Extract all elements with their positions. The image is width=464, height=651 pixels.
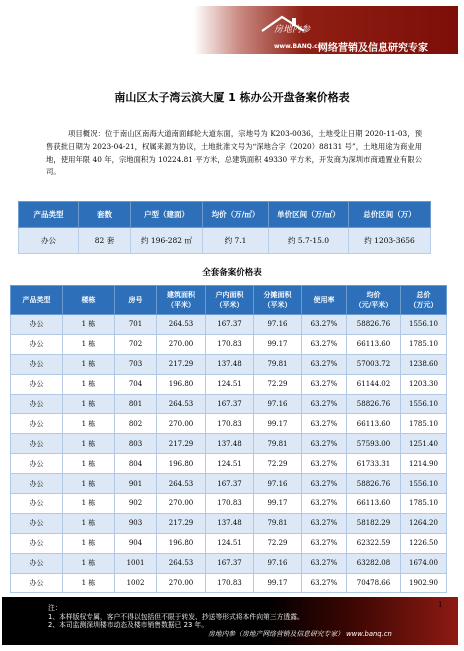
- table-cell: 804: [115, 454, 157, 474]
- table-cell: 137.48: [206, 434, 254, 454]
- table-row: [11, 454, 447, 474]
- table-cell: 1 栋: [63, 434, 115, 454]
- table-cell: 58826.76: [347, 315, 401, 335]
- table-cell: 70478.66: [347, 573, 401, 593]
- table-cell: 167.37: [206, 394, 254, 414]
- header-unit: （平米）: [167, 301, 195, 309]
- table-row: [11, 513, 447, 533]
- table-cell: 63282.08: [347, 553, 401, 573]
- table-row: [11, 334, 447, 354]
- table-cell: 1001: [115, 553, 157, 573]
- table-cell: 办公: [11, 354, 63, 374]
- table-cell: 264.53: [157, 553, 206, 573]
- table-cell: 办公: [11, 573, 63, 593]
- table-cell: 167.37: [206, 474, 254, 494]
- header-label: 产品类型: [22, 296, 51, 304]
- table-cell: 264.53: [157, 315, 206, 335]
- table-cell: 1264.20: [401, 513, 447, 533]
- table-cell: 72.29: [254, 533, 302, 553]
- table-cell: 97.16: [254, 553, 302, 573]
- table-cell: 137.48: [206, 354, 254, 374]
- table-cell: 办公: [11, 434, 63, 454]
- table-cell: 903: [115, 513, 157, 533]
- table-cell: 63.27%: [302, 394, 347, 414]
- summary-table: [18, 201, 431, 254]
- table-cell: 97.16: [254, 394, 302, 414]
- table-cell: 63.27%: [302, 494, 347, 514]
- table-cell: 99.17: [254, 334, 302, 354]
- table-cell: 79.81: [254, 434, 302, 454]
- summary-row: [19, 228, 431, 254]
- table-cell: 66113.60: [347, 334, 401, 354]
- table-cell: 124.51: [206, 454, 254, 474]
- table-row: [11, 414, 447, 434]
- table-cell: 58182.29: [347, 513, 401, 533]
- table-cell: 264.53: [157, 474, 206, 494]
- table-cell: 270.00: [157, 414, 206, 434]
- table-cell: 196.80: [157, 533, 206, 553]
- table-header-cell: [302, 286, 347, 315]
- table-cell: 66113.60: [347, 414, 401, 434]
- table-header-cell: [115, 286, 157, 315]
- table-cell: 803: [115, 434, 157, 454]
- table-header-cell: [157, 286, 206, 315]
- table-cell: 1556.10: [401, 315, 447, 335]
- table-cell: 办公: [11, 334, 63, 354]
- table-cell: 63.27%: [302, 374, 347, 394]
- table-cell: 1902.90: [401, 573, 447, 593]
- table-cell: 66113.60: [347, 494, 401, 514]
- table-cell: 901: [115, 474, 157, 494]
- table-cell: 1203.30: [401, 374, 447, 394]
- table-cell: 904: [115, 533, 157, 553]
- header-unit: （平米）: [263, 301, 292, 309]
- summary-header-row: [19, 202, 431, 228]
- table-cell: 137.48: [206, 513, 254, 533]
- summary-header-cell: 单价区间（万/㎡）: [269, 202, 349, 228]
- table-cell: 63.27%: [302, 354, 347, 374]
- table-cell: 1 栋: [63, 454, 115, 474]
- table-cell: 办公: [11, 494, 63, 514]
- table-cell: 57593.00: [347, 434, 401, 454]
- table-header-cell: [63, 286, 115, 315]
- table-cell: 196.80: [157, 454, 206, 474]
- summary-header-cell: 总价区间（万）: [349, 202, 431, 228]
- table-cell: 63.27%: [302, 315, 347, 335]
- table-cell: 1 栋: [63, 553, 115, 573]
- table-cell: 167.37: [206, 553, 254, 573]
- price-table: [10, 285, 447, 593]
- table-row: [11, 354, 447, 374]
- footer-brand: 房地内参（房地产网络营销及信息研究专家） www.banq.cn: [208, 630, 392, 638]
- table-cell: 97.16: [254, 315, 302, 335]
- table-cell: 167.37: [206, 315, 254, 335]
- table-cell: 1785.10: [401, 334, 447, 354]
- table-cell: 1 栋: [63, 533, 115, 553]
- footer-note: 1、本样版权专属，客户不得以包括但不限于转发、抄送等形式将本件向第三方透露。: [48, 613, 304, 621]
- table-cell: 办公: [11, 454, 63, 474]
- table-cell: 270.00: [157, 334, 206, 354]
- table-cell: 1785.10: [401, 414, 447, 434]
- table-cell: 办公: [11, 513, 63, 533]
- summary-cell: 约 7.1: [203, 228, 269, 254]
- table-row: [11, 533, 447, 553]
- table-cell: 63.27%: [302, 474, 347, 494]
- table-cell: 270.00: [157, 573, 206, 593]
- table-cell: 802: [115, 414, 157, 434]
- table-cell: 办公: [11, 315, 63, 335]
- table-cell: 97.16: [254, 474, 302, 494]
- table-cell: 1 栋: [63, 394, 115, 414]
- table-header-cell: [347, 286, 401, 315]
- table-header-row: [11, 286, 447, 315]
- table-cell: 1556.10: [401, 474, 447, 494]
- table-row: [11, 494, 447, 514]
- table-cell: 196.80: [157, 374, 206, 394]
- table-cell: 63.27%: [302, 454, 347, 474]
- table-cell: 1785.10: [401, 494, 447, 514]
- table-cell: 63.27%: [302, 434, 347, 454]
- table-cell: 79.81: [254, 513, 302, 533]
- table-row: [11, 394, 447, 414]
- header-unit: （万元）: [409, 301, 438, 309]
- logo-url: www.BANQ.cn: [274, 43, 322, 50]
- table-cell: 99.17: [254, 414, 302, 434]
- table-cell: 124.51: [206, 374, 254, 394]
- table-cell: 801: [115, 394, 157, 414]
- table-cell: 1 栋: [63, 573, 115, 593]
- table-cell: 79.81: [254, 354, 302, 374]
- header-label: 建筑面积: [167, 291, 195, 299]
- table-row: [11, 315, 447, 335]
- table-cell: 217.29: [157, 434, 206, 454]
- header-label: 楼栋: [81, 296, 96, 304]
- summary-cell: 办公: [19, 228, 79, 254]
- table-cell: 63.27%: [302, 553, 347, 573]
- table-cell: 701: [115, 315, 157, 335]
- page-number: 1: [438, 601, 443, 609]
- table-row: [11, 434, 447, 454]
- table-cell: 63.27%: [302, 513, 347, 533]
- table-header-cell: [11, 286, 63, 315]
- table-cell: 703: [115, 354, 157, 374]
- header-label: 均价: [366, 291, 381, 299]
- table-row: [11, 374, 447, 394]
- table-cell: 1251.40: [401, 434, 447, 454]
- table-cell: 办公: [11, 553, 63, 573]
- table-cell: 1 栋: [63, 315, 115, 335]
- table-cell: 办公: [11, 533, 63, 553]
- summary-cell: 约 196-282 ㎡: [131, 228, 203, 254]
- table-row: [11, 573, 447, 593]
- table-cell: 264.53: [157, 394, 206, 414]
- table-cell: 124.51: [206, 533, 254, 553]
- summary-header-cell: 均价（万/㎡）: [203, 202, 269, 228]
- table-cell: 170.83: [206, 494, 254, 514]
- table-cell: 63.27%: [302, 533, 347, 553]
- table-cell: 72.29: [254, 374, 302, 394]
- table-cell: 704: [115, 374, 157, 394]
- table-cell: 217.29: [157, 513, 206, 533]
- table-header-cell: [254, 286, 302, 315]
- table-cell: 1238.60: [401, 354, 447, 374]
- table-cell: 63.27%: [302, 334, 347, 354]
- summary-cell: 约 1203-3656: [349, 228, 431, 254]
- table-cell: 217.29: [157, 354, 206, 374]
- org-name: 网络营销及信息研究专家: [318, 43, 428, 54]
- table-cell: 61144.02: [347, 374, 401, 394]
- header-label: 房号: [128, 296, 143, 304]
- table-cell: 1556.10: [401, 394, 447, 414]
- summary-header-cell: 产品类型: [19, 202, 79, 228]
- table-cell: 1 栋: [63, 374, 115, 394]
- header-label: 户内面积: [215, 291, 244, 299]
- table-cell: 63.27%: [302, 573, 347, 593]
- table-title: 全套备案价格表: [202, 268, 262, 278]
- table-cell: 270.00: [157, 494, 206, 514]
- summary-header-cell: 户型（建面）: [131, 202, 203, 228]
- table-cell: 1214.90: [401, 454, 447, 474]
- table-cell: 办公: [11, 394, 63, 414]
- table-cell: 1 栋: [63, 474, 115, 494]
- table-cell: 办公: [11, 374, 63, 394]
- header-label: 分摊面积: [263, 291, 292, 299]
- table-row: [11, 553, 447, 573]
- header-unit: （平米）: [215, 301, 244, 309]
- table-cell: 170.83: [206, 334, 254, 354]
- table-cell: 1002: [115, 573, 157, 593]
- table-header-cell: [206, 286, 254, 315]
- table-cell: 1 栋: [63, 414, 115, 434]
- header-label: 使用率: [313, 296, 335, 304]
- header-label: 总价: [416, 291, 431, 299]
- table-cell: 1674.00: [401, 553, 447, 573]
- table-cell: 61733.31: [347, 454, 401, 474]
- footer-bar: [2, 597, 458, 645]
- table-cell: 702: [115, 334, 157, 354]
- table-row: [11, 474, 447, 494]
- table-cell: 63.27%: [302, 414, 347, 434]
- footer-note-label: 注：: [48, 604, 62, 612]
- table-cell: 1 栋: [63, 334, 115, 354]
- table-cell: 1 栋: [63, 354, 115, 374]
- table-cell: 57003.72: [347, 354, 401, 374]
- footer-note: 2、本司监测深圳楼市动态及楼市销售数据已 23 年。: [48, 621, 209, 629]
- table-cell: 170.83: [206, 573, 254, 593]
- logo-text: 房地内参: [274, 25, 311, 35]
- table-cell: 1226.50: [401, 533, 447, 553]
- project-overview: 项目概况：位于南山区南海大道南面邮轮大道东面，宗地号为 K203-0036，土地受让日期 2020-11-03，预售获批日期为 2023-04-21，权属来源为协议，土地批准文号为“深地合字（2020）88131 号”，土地用途为商业用地，使用年限 40 年，宗地面积为 10224.81 平方米，总建筑面积 49330 平方米，开发商为深圳市商通置业有限公司。: [46, 129, 422, 177]
- table-cell: 170.83: [206, 414, 254, 434]
- table-cell: 58826.76: [347, 394, 401, 414]
- summary-header-cell: 套数: [79, 202, 131, 228]
- table-header-cell: [401, 286, 447, 315]
- summary-cell: 约 5.7-15.0: [269, 228, 349, 254]
- table-cell: 1 栋: [63, 494, 115, 514]
- header-unit: （元/平米）: [354, 301, 393, 309]
- header-banner: [2, 6, 458, 54]
- table-cell: 72.29: [254, 454, 302, 474]
- summary-cell: 82 套: [79, 228, 131, 254]
- table-cell: 1 栋: [63, 513, 115, 533]
- table-cell: 办公: [11, 474, 63, 494]
- table-cell: 58826.76: [347, 474, 401, 494]
- page-title: 南山区太子湾云滨大厦 1 栋办公开盘备案价格表: [114, 91, 350, 104]
- table-cell: 办公: [11, 414, 63, 434]
- table-cell: 99.17: [254, 573, 302, 593]
- table-cell: 62322.59: [347, 533, 401, 553]
- table-cell: 902: [115, 494, 157, 514]
- table-cell: 99.17: [254, 494, 302, 514]
